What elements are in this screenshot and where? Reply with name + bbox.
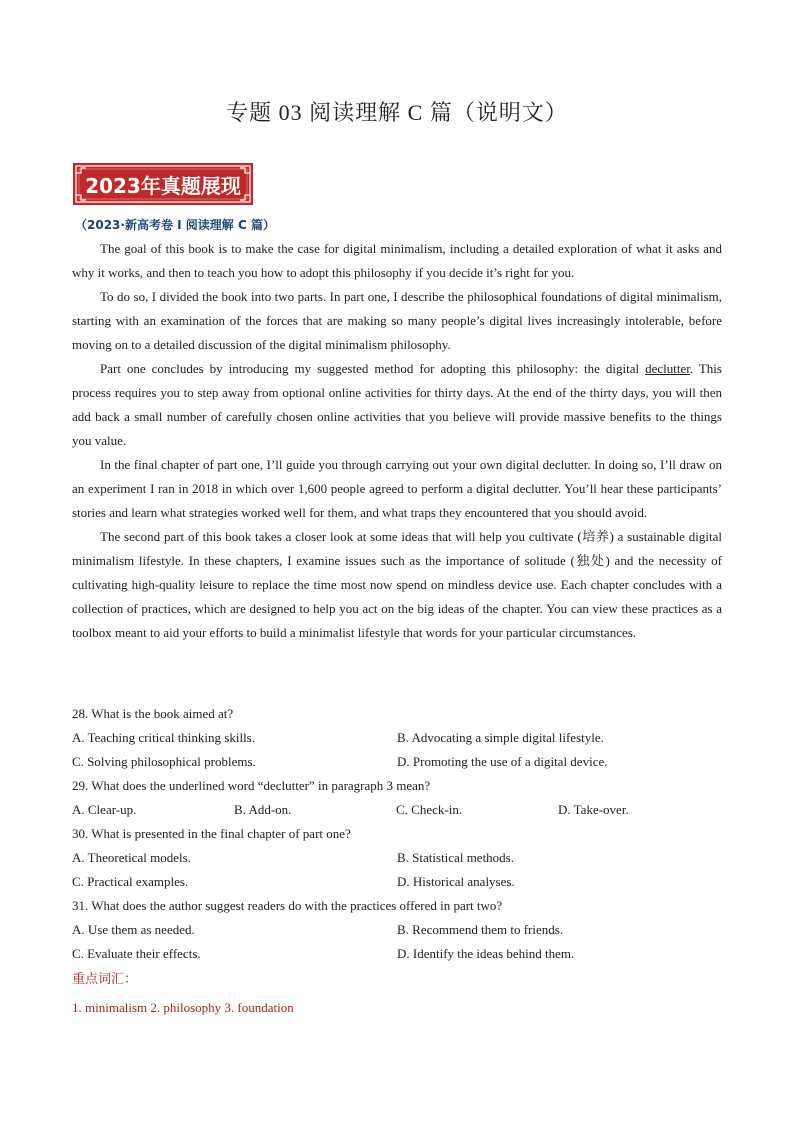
paragraph-3-before: Part one concludes by introducing my suggested method for adopting this philosophy: the digital — [100, 361, 646, 376]
option-d: D. Historical analyses. — [397, 874, 515, 889]
option-c: C. Practical examples. — [72, 874, 189, 889]
paragraph-3-after: . This process requires you to step away from optional online activities for thirty days. At the end of the thirty days, you will then add back a small number of carefully chosen online activities that you believe will provide massive benefits to the things you value. — [72, 361, 722, 448]
option-a: A. Use them as needed. — [72, 922, 195, 937]
option-d: D. Take-over. — [558, 802, 629, 817]
question-31-options — [72, 918, 722, 966]
option-c: C. Check-in. — [396, 802, 463, 817]
option-b: B. Advocating a simple digital lifestyle. — [397, 730, 604, 745]
paragraph-4: In the final chapter of part one, I’ll guide you through carrying out your own digital declutter. In doing so, I’ll draw on an experiment I ran in 2018 in which over 1,600 people agreed to perform a digital declutter. You’ll hear these participants’ stories and learn what strategies worked well for them, and what traps they encountered that you should avoid. — [72, 457, 722, 520]
option-a: A. Teaching critical thinking skills. — [72, 730, 255, 745]
paragraph-1: The goal of this book is to make the case for digital minimalism, including a detailed exploration of what it asks and why it works, and then to teach you how to adopt this philosophy if you decide it’s right for you. — [72, 241, 722, 280]
page-title: 专题 03 阅读理解 C 篇（说明文） — [226, 100, 568, 125]
reading-passage — [72, 237, 722, 645]
vocab-list: 1. minimalism 2. philosophy 3. foundation — [72, 1000, 294, 1015]
question-28: 28. What is the book aimed at? — [72, 706, 234, 721]
section-banner — [73, 163, 253, 205]
question-29: 29. What does the underlined word “declutter” in paragraph 3 mean? — [72, 778, 431, 793]
vocab-heading: 重点词汇： — [72, 972, 138, 987]
option-c: C. Solving philosophical problems. — [72, 754, 256, 769]
question-28-options — [72, 726, 722, 774]
option-b: B. Recommend them to friends. — [397, 922, 564, 937]
option-d: D. Identify the ideas behind them. — [397, 946, 575, 961]
option-a: A. Theoretical models. — [72, 850, 191, 865]
paragraph-2: To do so, I divided the book into two parts. In part one, I describe the philosophical foundations of digital minimalism, starting with an examination of the forces that are making so many people’s digital lives increasingly intolerable, before moving on to a detailed discussion of the digital minimalism philosophy. — [72, 289, 722, 352]
paragraph-5: The second part of this book takes a closer look at some ideas that will help you cultivate (培养) a sustainable digital minimalism lifestyle. In these chapters, I examine issues such as the importance of solitude (独处) and the necessity of cultivating high-quality leisure to replace the time most now spend on mindless device use. Each chapter concludes with a collection of practices, which are designed to help you act on the big ideas of the chapter. You can view these practices as a toolbox meant to aid your efforts to build a minimalist lifestyle that words for your particular circumstances. — [72, 529, 722, 640]
question-31: 31. What does the author suggest readers do with the practices offered in part two? — [72, 898, 503, 913]
option-a: A. Clear-up. — [72, 802, 137, 817]
option-b: B. Add-on. — [234, 802, 292, 817]
source-label: （2023·新高考卷 I 阅读理解 C 篇） — [75, 218, 275, 232]
question-30: 30. What is presented in the final chapter of part one? — [72, 826, 351, 841]
option-c: C. Evaluate their effects. — [72, 946, 201, 961]
paragraph-3 — [72, 357, 722, 453]
banner-text: 2023年真题展现 — [85, 174, 241, 198]
option-b: B. Statistical methods. — [397, 850, 514, 865]
question-30-options — [72, 846, 722, 894]
option-d: D. Promoting the use of a digital device. — [397, 754, 608, 769]
underlined-word: declutter — [645, 361, 690, 376]
question-29-options — [72, 798, 722, 822]
question-list — [72, 702, 722, 1020]
